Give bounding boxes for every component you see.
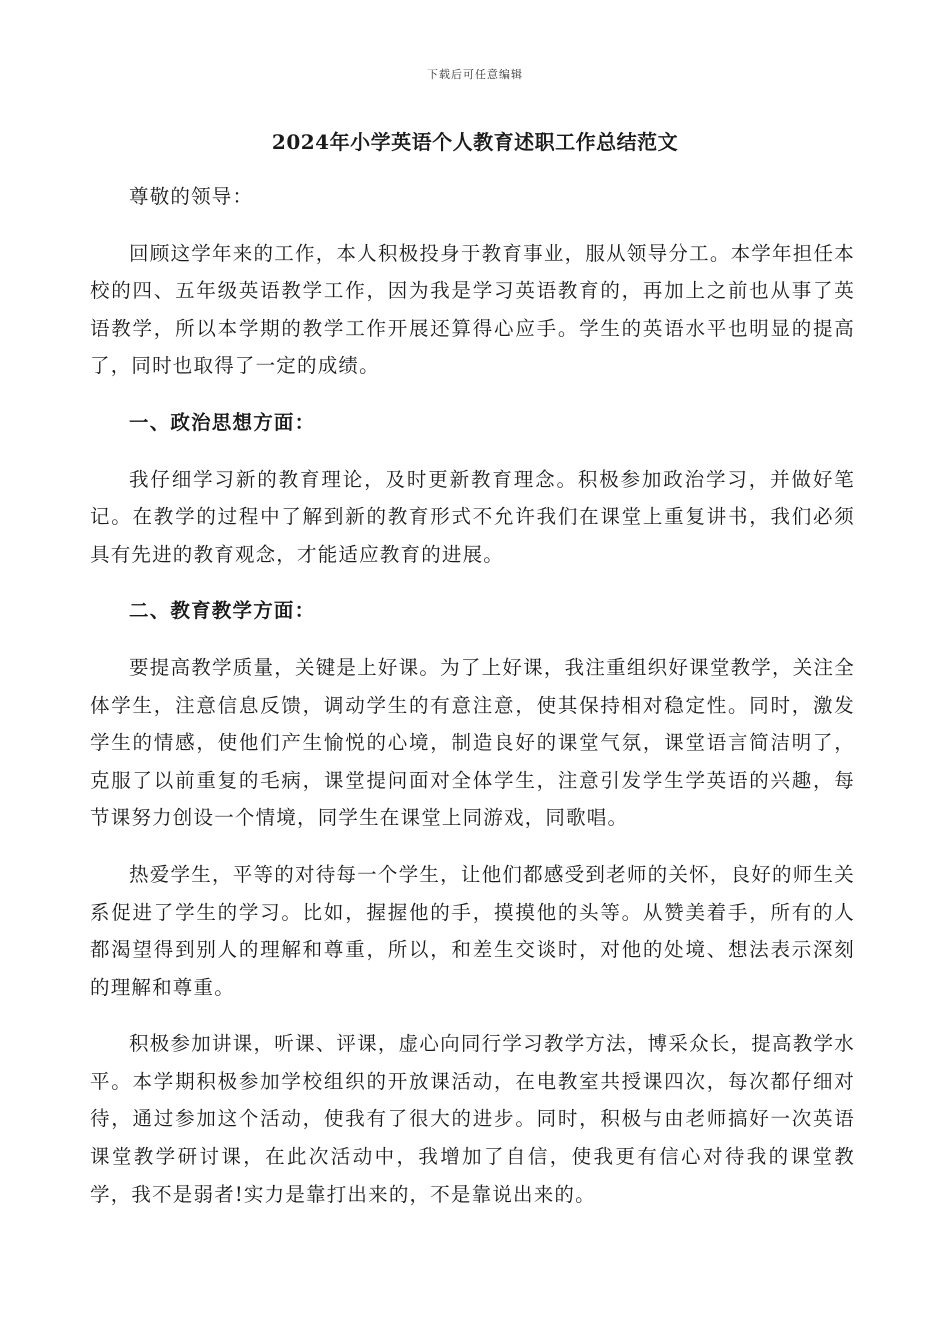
paragraph-politics: 我仔细学习新的教育理论，及时更新教育理念。积极参加政治学习，并做好笔记。在教学的过程中了解到新的教育形式不允许我们在课堂上重复讲书，我们必须具有先进的教育观念，才能适应教育的进展。 (90, 467, 855, 566)
section-heading-teaching: 二、教育教学方面： (129, 599, 316, 623)
paragraph-lectures: 积极参加讲课，听课、评课，虚心向同行学习教学方法，博采众长，提高教学水平。本学期积极参加学校组织的开放课活动，在电教室共授课四次，每次都仔细对待，通过参加这个活动，使我有了很大的进步。同时，积极与由老师搞好一次英语课堂教学研讨课，在此次活动中，我增加了自信，使我更有信心对待我的课堂教学，我不是弱者!实力是靠打出来的，不是靠说出来的。 (90, 1032, 855, 1206)
document-title: 2024年小学英语个人教育述职工作总结范文 (271, 130, 679, 154)
salutation: 尊敬的领导： (129, 185, 254, 208)
document-body (90, 178, 855, 1213)
paragraph-love-students: 热爱学生，平等的对待每一个学生，让他们都感受到老师的关怀，良好的师生关系促进了学生的学习。比如，握握他的手，摸摸他的头等。从赞美着手，所有的人都渴望得到别人的理解和尊重，所以，和差生交谈时，对他的处境、想法表示深刻的理解和尊重。 (90, 862, 855, 999)
section-heading-politics: 一、政治思想方面： (129, 410, 316, 434)
paragraph-teaching-quality: 要提高教学质量，关键是上好课。为了上好课，我注重组织好课堂教学，关注全体学生，注意信息反馈，调动学生的有意注意，使其保持相对稳定性。同时，激发学生的情感，使他们产生愉悦的心境，制造良好的课堂气氛，课堂语言简洁明了，克服了以前重复的毛病，课堂提问面对全体学生，注意引发学生学英语的兴趣，每节课努力创设一个情境，同学生在课堂上同游戏，同歌唱。 (90, 655, 855, 830)
header-note: 下载后可任意编辑 (427, 68, 523, 81)
paragraph-intro: 回顾这学年来的工作，本人积极投身于教育事业，服从领导分工。本学年担任本校的四、五年级英语教学工作，因为我是学习英语教育的，再加上之前也从事了英语教学，所以本学期的教学工作开展还算得心应手。学生的英语水平也明显的提高了，同时也取得了一定的成绩。 (90, 241, 855, 378)
